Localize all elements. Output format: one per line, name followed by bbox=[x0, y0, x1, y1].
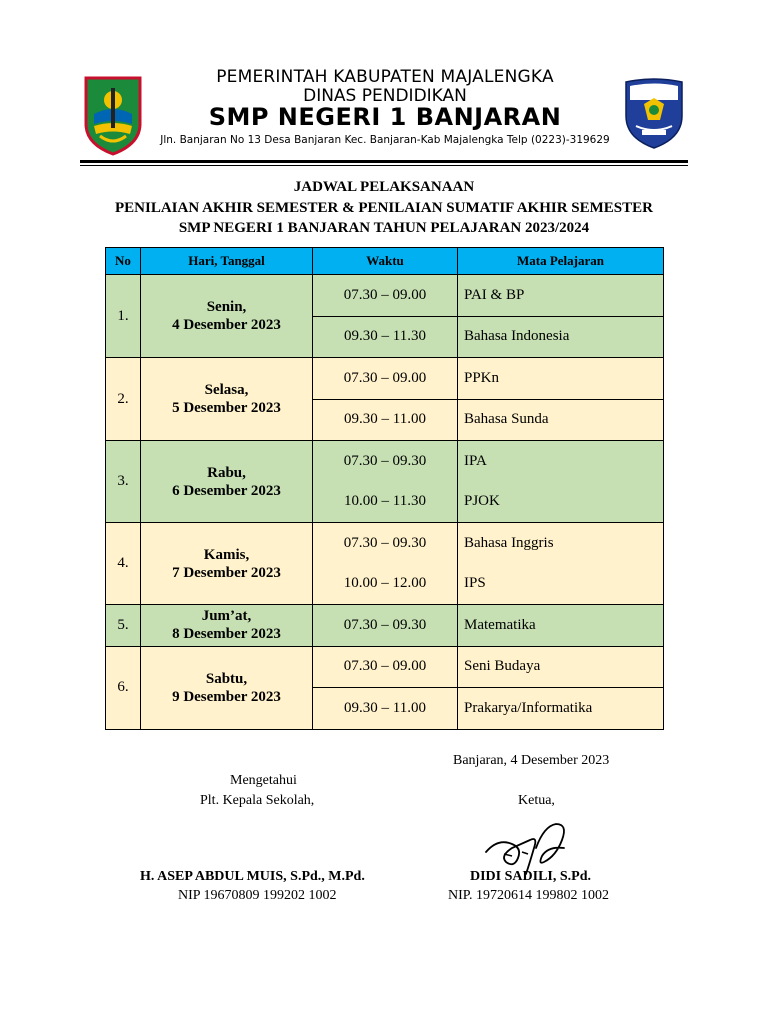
day-date-cell bbox=[141, 358, 313, 441]
time-cell: 10.00 – 12.00 bbox=[313, 564, 458, 605]
table-row bbox=[106, 275, 664, 317]
time-cell: 07.30 – 09.30 bbox=[313, 441, 458, 482]
letterhead-department: DINAS PENDIDIKAN bbox=[303, 86, 467, 106]
table-header-row bbox=[106, 248, 664, 275]
principal-role: Plt. Kepala Sekolah, bbox=[200, 793, 315, 808]
day-date: 8 Desember 2023 bbox=[172, 626, 281, 643]
day-date-cell bbox=[141, 646, 313, 729]
doc-title-line1: JADWAL PELAKSANAAN bbox=[293, 179, 475, 195]
time-cell: 07.30 – 09.00 bbox=[313, 275, 458, 317]
time-cell: 09.30 – 11.30 bbox=[313, 316, 458, 358]
row-number: 3. bbox=[106, 441, 141, 523]
row-number: 2. bbox=[106, 358, 141, 441]
table-row bbox=[106, 646, 664, 688]
principal-name: H. ASEP ABDUL MUIS, S.Pd., M.Pd. bbox=[140, 869, 365, 884]
subject-cell: Prakarya/Informatika bbox=[458, 688, 664, 730]
table-row bbox=[106, 605, 664, 647]
majalengka-regency-logo bbox=[80, 74, 146, 156]
day-name: Senin, bbox=[206, 299, 247, 315]
subject-cell: Bahasa Indonesia bbox=[458, 316, 664, 358]
subject-cell: PJOK bbox=[458, 482, 664, 523]
table-row bbox=[106, 523, 664, 564]
day-date: 4 Desember 2023 bbox=[172, 317, 281, 333]
day-date-cell bbox=[141, 441, 313, 523]
exam-schedule-table bbox=[105, 247, 664, 730]
header-no: No bbox=[106, 248, 141, 275]
day-name: Sabtu, bbox=[205, 670, 248, 687]
header-day-date: Hari, Tanggal bbox=[141, 248, 313, 275]
day-date: 6 Desember 2023 bbox=[172, 482, 281, 499]
header-subject: Mata Pelajaran bbox=[458, 248, 664, 275]
day-date: 7 Desember 2023 bbox=[172, 564, 281, 581]
row-number: 6. bbox=[106, 646, 141, 729]
table-row bbox=[106, 358, 664, 400]
day-date-cell bbox=[141, 523, 313, 605]
acknowledged-label: Mengetahui bbox=[230, 773, 297, 788]
subject-cell: Bahasa Sunda bbox=[458, 399, 664, 441]
letterhead-school-name: SMP NEGERI 1 BANJARAN bbox=[208, 103, 562, 131]
row-number: 1. bbox=[106, 275, 141, 358]
day-date: 9 Desember 2023 bbox=[172, 688, 281, 705]
letterhead-rule-thin bbox=[80, 165, 688, 166]
time-cell: 10.00 – 11.30 bbox=[313, 482, 458, 523]
subject-cell: Bahasa Inggris bbox=[458, 523, 664, 564]
subject-cell: PAI & BP bbox=[458, 275, 664, 317]
subject-cell: Seni Budaya bbox=[458, 646, 664, 688]
row-number: 5. bbox=[106, 605, 141, 647]
subject-cell: PPKn bbox=[458, 358, 664, 400]
doc-title-line3: SMP NEGERI 1 BANJARAN TAHUN PELAJARAN 2023/2024 bbox=[178, 220, 590, 236]
letterhead-address: Jln. Banjaran No 13 Desa Banjaran Kec. Banjaran-Kab Majalengka Telp (0223)-319629 bbox=[160, 134, 610, 146]
table-row bbox=[106, 441, 664, 482]
row-number: 4. bbox=[106, 523, 141, 605]
subject-cell: Matematika bbox=[458, 605, 664, 647]
place-date: Banjaran, 4 Desember 2023 bbox=[453, 753, 610, 768]
day-date: 5 Desember 2023 bbox=[172, 400, 281, 416]
time-cell: 07.30 – 09.00 bbox=[313, 358, 458, 400]
school-logo bbox=[622, 76, 686, 150]
subject-cell: IPA bbox=[458, 441, 664, 482]
chairman-nip: NIP. 19720614 199802 1002 bbox=[448, 888, 610, 903]
day-name: Selasa, bbox=[204, 382, 249, 398]
day-name: Rabu, bbox=[207, 464, 246, 481]
principal-nip: NIP 19670809 199202 1002 bbox=[178, 888, 337, 903]
letterhead-government: PEMERINTAH KABUPATEN MAJALENGKA bbox=[216, 67, 554, 87]
time-cell: 09.30 – 11.00 bbox=[313, 399, 458, 441]
doc-title-line2: PENILAIAN AKHIR SEMESTER & PENILAIAN SUMATIF AKHIR SEMESTER bbox=[114, 200, 653, 216]
subject-cell: IPS bbox=[458, 564, 664, 605]
time-cell: 07.30 – 09.30 bbox=[313, 523, 458, 564]
day-name: Kamis, bbox=[203, 546, 250, 563]
header-time: Waktu bbox=[313, 248, 458, 275]
day-name: Jum’at, bbox=[201, 608, 252, 625]
day-date-cell bbox=[141, 275, 313, 358]
letterhead-rule-thick bbox=[80, 160, 688, 163]
day-date-cell bbox=[141, 605, 313, 647]
time-cell: 07.30 – 09.00 bbox=[313, 646, 458, 688]
time-cell: 07.30 – 09.30 bbox=[313, 605, 458, 647]
time-cell: 09.30 – 11.00 bbox=[313, 688, 458, 730]
chairman-role: Ketua, bbox=[518, 793, 555, 808]
chairman-name: DIDI SADILI, S.Pd. bbox=[470, 869, 591, 884]
